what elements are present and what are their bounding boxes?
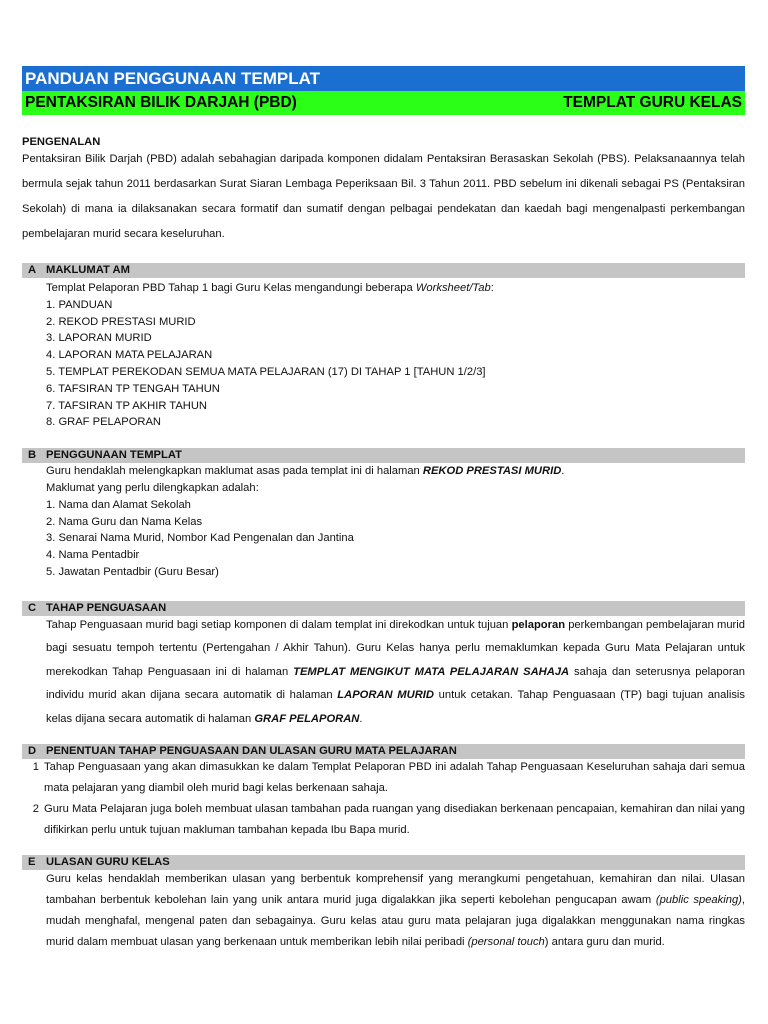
section-a-intro-text: Templat Pelaporan PBD Tahap 1 bagi Guru Kelas mengandungi beberapa: [46, 282, 416, 294]
section-b-line1-text: Guru hendaklah melengkapkan maklumat asas pada templat ini di halaman: [46, 465, 423, 478]
section-c-bold-3: LAPORAN MURID: [337, 689, 434, 702]
section-b-letter: B: [28, 449, 37, 462]
section-a: [22, 263, 745, 431]
section-e-paragraph: [22, 869, 745, 953]
list-item: 8. GRAF PELAPORAN: [46, 416, 162, 429]
section-d-list: [22, 757, 745, 841]
section-a-intro: [46, 280, 745, 297]
list-item: 5. Jawatan Pentadbir (Guru Besar): [46, 565, 219, 578]
section-a-intro-end: :: [490, 282, 494, 294]
list-item: 7. TAFSIRAN TP AKHIR TAHUN: [46, 399, 208, 412]
list-item: 1. PANDUAN: [46, 298, 113, 311]
section-a-letter: A: [28, 264, 37, 276]
section-e-text-2: , mudah menghafal, mengenal paten dan sebagainya. Guru kelas atau guru mata pelajaran juga digalakkan menggunakan nama ringkas murid dalam membuat ulasan yang berkenaan untuk memberikan lebih nilai peribadi: [46, 894, 745, 949]
intro-heading: PENGENALAN: [22, 136, 101, 148]
list-item: 1. Nama dan Alamat Sekolah: [46, 498, 191, 511]
section-d-title: PENENTUAN TAHAP PENGUASAAN DAN ULASAN GURU MATA PELAJARAN: [46, 745, 457, 758]
list-item: 2. REKOD PRESTASI MURID: [46, 315, 196, 328]
section-b-header: [22, 448, 745, 463]
section-a-title: MAKLUMAT AM: [46, 264, 130, 276]
list-item: 4. Nama Pentadbir: [46, 549, 140, 562]
section-e-italic-1: (public speaking): [655, 894, 742, 907]
section-e-text-1: Guru kelas hendaklah memberikan ulasan yang berbentuk komprehensif yang merangkumi pengetahuan, kemahiran dan nilai. Ulasan tambahan berbentuk kebolehan lain yang unik antara murid juga digalakkan jika seperti kebolehan pengucapan awam: [46, 873, 745, 907]
item-number: 1: [32, 761, 39, 774]
list-item: 4. LAPORAN MATA PELAJARAN: [46, 349, 213, 362]
section-b: [22, 448, 745, 581]
section-b-title: PENGGUNAAN TEMPLAT: [46, 449, 182, 462]
section-a-header: [22, 263, 745, 278]
list-item: 3. LAPORAN MURID: [46, 332, 152, 345]
section-c-letter: C: [28, 601, 37, 614]
section-d-letter: D: [28, 745, 37, 758]
section-e-italic-2: (personal touch: [467, 936, 545, 949]
intro-paragraph: Pentaksiran Bilik Darjah (PBD) adalah sebahagian daripada komponen didalam Pentaksiran Berasaskan Sekolah (PBS). Pelaksanaannya telah bermula sejak tahun 2011 berdasarkan Surat Siaran Lembaga Peperiksaan Bil. 3 Tahun 2011. PBD sebelum ini dikenali sebagai PS (Pentaksiran Sekolah) di mana ia dilaksanakan secara formatif dan sumatif dengan pelbagai pendekatan dan kaedah bagi mengenalpasti perkembangan pembelajaran murid secara keseluruhan.: [22, 153, 745, 240]
subtitle-right: TEMPLAT GURU KELAS: [563, 94, 742, 111]
section-c-bold-1: pelaporan: [511, 618, 566, 631]
list-item: 6. TAFSIRAN TP TENGAH TAHUN: [46, 382, 220, 395]
section-b-line1: [46, 463, 745, 480]
section-e: [22, 855, 745, 953]
list-item: 3. Senarai Nama Murid, Nombor Kad Pengenalan dan Jantina: [46, 532, 354, 545]
section-a-body: [22, 280, 745, 431]
section-c-text-4: untuk cetakan. Tahap Penguasaan (TP) bagi tujuan analisis kelas dijana secara automatik di halaman: [46, 689, 745, 725]
section-a-intro-italic: Worksheet/Tab: [415, 282, 491, 294]
item-text: Tahap Penguasaan yang akan dimasukkan ke dalam Templat Pelaporan PBD ini adalah Tahap Penguasaan Keseluruhan sahaja dari semua mata pelajaran yang diambil oleh murid bagi kelas berkenaan sahaja.: [44, 761, 745, 795]
numbered-item: [22, 757, 745, 799]
list-item: 2. Nama Guru dan Nama Kelas: [46, 515, 203, 528]
section-d: [22, 744, 745, 841]
section-e-title: ULASAN GURU KELAS: [46, 856, 170, 869]
intro-section: [22, 135, 745, 247]
subtitle-left: PENTAKSIRAN BILIK DARJAH (PBD): [25, 94, 297, 111]
section-c-text-5: .: [359, 712, 363, 725]
guide-title: PANDUAN PENGGUNAAN TEMPLAT: [22, 66, 745, 91]
numbered-item: [22, 799, 745, 841]
section-c-bold-2: TEMPLAT MENGIKUT MATA PELAJARAN SAHAJA: [293, 665, 570, 678]
list-item: 5. TEMPLAT PEREKODAN SEMUA MATA PELAJARAN (17) DI TAHAP 1 [TAHUN 1/2/3]: [46, 365, 486, 378]
section-c: [22, 601, 745, 732]
section-c-paragraph: [22, 614, 745, 732]
section-c-bold-4: GRAF PELAPORAN: [254, 712, 360, 725]
section-e-text-3: ) antara guru dan murid.: [544, 936, 665, 949]
item-number: 2: [32, 803, 39, 816]
section-e-header: [22, 855, 745, 870]
section-b-line1-bold: REKOD PRESTASI MURID: [422, 465, 562, 478]
item-text: Guru Mata Pelajaran juga boleh membuat ulasan tambahan pada ruangan yang disediakan berkenaan pencapaian, kemahiran dan nilai yang difikirkan perlu untuk tujuan makluman tambahan kepada Ibu Bapa murid.: [44, 803, 745, 837]
section-c-text-2: perkembangan pembelajaran murid bagi sesuatu tempoh tertentu (Pertengahan / Akhir Tahun). Guru Kelas hanya perlu memaklumkan kepada Guru Mata Pelajaran untuk merekodkan Tahap Penguasaan ini di halaman: [46, 618, 745, 678]
section-c-text-3: sahaja dan seterusnya pelaporan individu murid akan dijana secara automatik di halaman: [46, 665, 745, 702]
section-c-title: TAHAP PENGUASAAN: [46, 601, 167, 614]
guide-page: [22, 66, 745, 953]
section-b-line1-end: .: [561, 465, 565, 478]
section-b-body: [22, 463, 745, 581]
section-b-line2: Maklumat yang perlu dilengkapkan adalah:: [46, 481, 259, 494]
section-e-letter: E: [28, 856, 36, 869]
subtitle-bar: [22, 91, 745, 115]
section-c-text-1: Tahap Penguasaan murid bagi setiap komponen di dalam templat ini direkodkan untuk tujuan: [46, 618, 512, 631]
